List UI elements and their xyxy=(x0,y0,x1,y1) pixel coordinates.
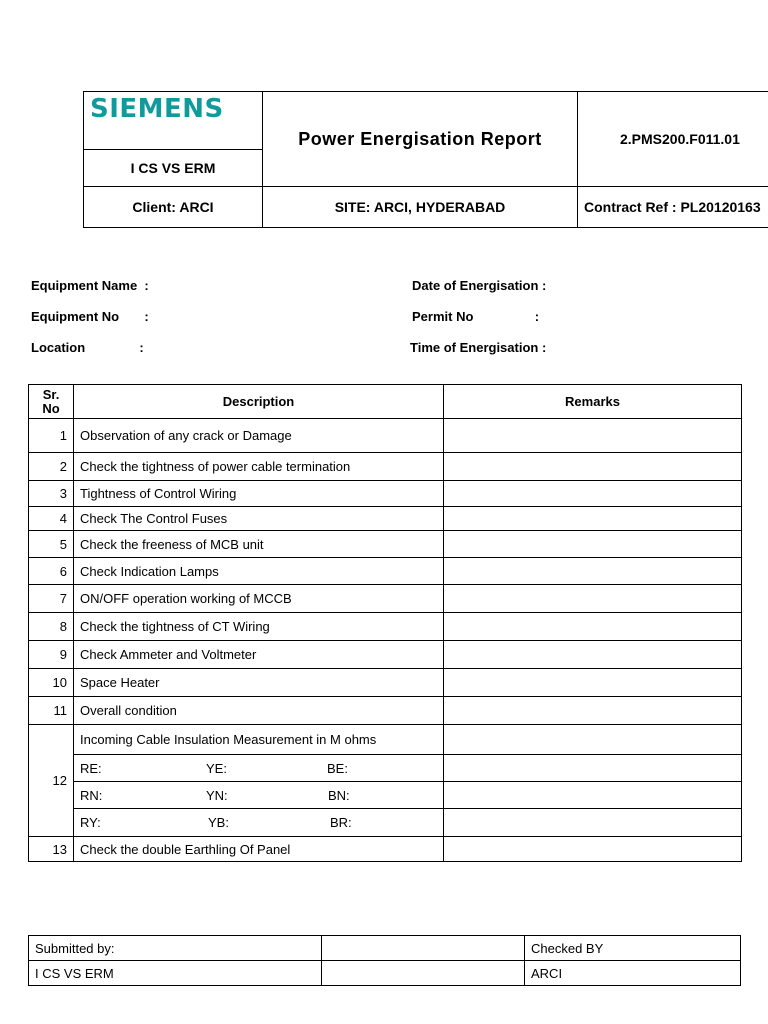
report-header xyxy=(83,91,768,228)
date-energisation-label: Date of Energisation : xyxy=(412,278,547,293)
contract-ref: Contract Ref : PL20120163 xyxy=(584,199,761,215)
row-remarks[interactable] xyxy=(444,809,742,837)
row-remarks[interactable] xyxy=(444,481,742,507)
insulation-row xyxy=(29,782,742,809)
org-cell xyxy=(83,149,263,187)
document-code: 2.PMS200.F011.01 xyxy=(620,131,740,147)
row-remarks[interactable] xyxy=(444,782,742,809)
row-number: 4 xyxy=(29,507,74,531)
insulation-label: RE: xyxy=(80,760,102,776)
row-description: Overall condition xyxy=(74,697,444,725)
location-label: Location : xyxy=(31,340,144,355)
row-description: Check Indication Lamps xyxy=(74,558,444,585)
permit-no-label: Permit No : xyxy=(412,309,540,324)
row-number: 10 xyxy=(29,669,74,697)
row-description: Check the tightness of power cable termination xyxy=(74,453,444,481)
table-row xyxy=(29,558,742,585)
row-number: 2 xyxy=(29,453,74,481)
row-remarks[interactable] xyxy=(444,837,742,862)
contract-cell xyxy=(577,186,768,228)
submitter-sign-field[interactable] xyxy=(322,961,525,986)
insulation-label: BR: xyxy=(330,815,352,830)
insulation-values xyxy=(74,782,444,809)
insulation-row xyxy=(29,755,742,782)
site-cell xyxy=(262,186,578,228)
submitted-sign-field[interactable] xyxy=(322,936,525,961)
row-remarks[interactable] xyxy=(444,507,742,531)
table-row xyxy=(29,837,742,862)
org-name: I CS VS ERM xyxy=(130,160,216,176)
siemens-logo: SIEMENS xyxy=(90,94,224,124)
insulation-label: RY: xyxy=(80,815,101,830)
table-header-row xyxy=(29,385,742,419)
table-row xyxy=(29,697,742,725)
insulation-values xyxy=(74,755,444,782)
site-label: SITE: ARCI, HYDERABAD xyxy=(334,199,506,215)
insulation-label: RN: xyxy=(80,787,103,803)
row-remarks[interactable] xyxy=(444,697,742,725)
row-remarks[interactable] xyxy=(444,585,742,613)
logo-cell xyxy=(83,91,263,149)
checker-name: ARCI xyxy=(525,961,741,986)
table-row xyxy=(29,613,742,641)
row-number: 3 xyxy=(29,481,74,507)
checked-by-label: Checked BY xyxy=(525,936,741,961)
row-description: Check The Control Fuses xyxy=(74,507,444,531)
table-row xyxy=(29,481,742,507)
row-number: 5 xyxy=(29,531,74,558)
table-row xyxy=(29,507,742,531)
row-number: 13 xyxy=(29,837,74,862)
row-description: Check Ammeter and Voltmeter xyxy=(74,641,444,669)
table-row xyxy=(29,669,742,697)
table-row xyxy=(29,725,742,755)
row-description: Check the double Earthling Of Panel xyxy=(74,837,444,862)
row-number: 11 xyxy=(29,697,74,725)
client-label: Client: ARCI xyxy=(132,199,214,215)
row-description: Check the tightness of CT Wiring xyxy=(74,613,444,641)
table-row xyxy=(29,531,742,558)
col-header-remarks: Remarks xyxy=(444,385,742,419)
row-description: Tightness of Control Wiring xyxy=(74,481,444,507)
submitter-name: I CS VS ERM xyxy=(29,961,322,986)
row-number: 7 xyxy=(29,585,74,613)
row-remarks[interactable] xyxy=(444,669,742,697)
row-remarks[interactable] xyxy=(444,725,742,755)
row-remarks[interactable] xyxy=(444,531,742,558)
report-title: Power Energisation Report xyxy=(298,128,542,149)
insulation-label: YE: xyxy=(206,760,227,776)
col-header-no: Sr. No xyxy=(29,385,74,419)
table-row xyxy=(29,641,742,669)
row-remarks[interactable] xyxy=(444,755,742,782)
row-number: 8 xyxy=(29,613,74,641)
row-remarks[interactable] xyxy=(444,453,742,481)
row-number: 12 xyxy=(29,725,74,837)
row-remarks[interactable] xyxy=(444,613,742,641)
row-description: Observation of any crack or Damage xyxy=(74,419,444,453)
row-description: ON/OFF operation working of MCCB xyxy=(74,585,444,613)
time-energisation-label: Time of Energisation : xyxy=(410,340,547,355)
insulation-label: BE: xyxy=(327,760,348,776)
equipment-no-label: Equipment No : xyxy=(31,309,149,324)
checklist-table xyxy=(28,384,742,862)
insulation-label: YB: xyxy=(208,815,229,830)
title-cell xyxy=(262,91,578,187)
table-row xyxy=(29,419,742,453)
row-remarks[interactable] xyxy=(444,558,742,585)
signoff-table xyxy=(28,935,741,986)
row-remarks[interactable] xyxy=(444,419,742,453)
row-number: 9 xyxy=(29,641,74,669)
row-description: Incoming Cable Insulation Measurement in M ohms xyxy=(74,725,444,755)
row-description: Check the freeness of MCB unit xyxy=(74,531,444,558)
row-number: 6 xyxy=(29,558,74,585)
row-number: 1 xyxy=(29,419,74,453)
submitted-by-label: Submitted by: xyxy=(29,936,322,961)
insulation-row xyxy=(29,809,742,837)
row-remarks[interactable] xyxy=(444,641,742,669)
insulation-label: YN: xyxy=(206,787,228,803)
insulation-values xyxy=(74,809,444,837)
table-row xyxy=(29,585,742,613)
equipment-name-label: Equipment Name : xyxy=(31,278,149,293)
doc-code-cell xyxy=(577,91,768,187)
row-description: Space Heater xyxy=(74,669,444,697)
col-header-description: Description xyxy=(74,385,444,419)
table-row xyxy=(29,453,742,481)
client-cell xyxy=(83,186,263,228)
insulation-label: BN: xyxy=(328,787,350,803)
